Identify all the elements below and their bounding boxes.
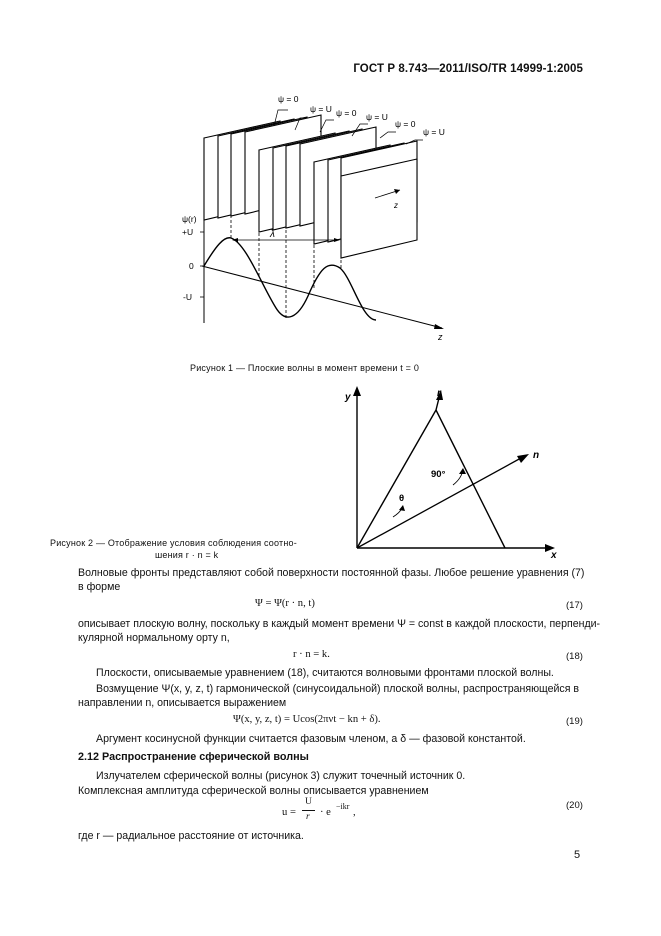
label-psi-u: ψ = U [310, 104, 332, 114]
label-psi-0: ψ = 0 [395, 119, 416, 129]
equation-17-number: (17) [566, 600, 583, 611]
paragraph-8: где r — радиальное расстояние от источника. [78, 830, 304, 842]
wavefront-plane [341, 159, 417, 258]
psi-axis-label: ψ(r) [182, 214, 197, 224]
label-psi-0: ψ = 0 [278, 94, 299, 104]
equation-18-number: (18) [566, 651, 583, 662]
equation-20-exponent: −ikr [336, 802, 350, 811]
equation-20-denominator: r [306, 812, 310, 822]
y-axis-label: y [345, 392, 351, 403]
figure-2-caption-line1: Рисунок 2 — Отображение условия соблюдения соотно- [50, 538, 297, 548]
z-axis [202, 266, 442, 328]
paragraph-1-line1: Волновые фронты представляют собой поверхности постоянной фазы. Любое решение уравнения (7) [78, 567, 585, 579]
equation-19-number: (19) [566, 716, 583, 727]
equation-20-numerator: U [305, 797, 312, 807]
label-psi-u: ψ = U [366, 112, 388, 122]
label-psi-0: ψ = 0 [336, 108, 357, 118]
plus-u-label: +U [182, 227, 194, 237]
paragraph-1-line2: в форме [78, 581, 121, 593]
paragraph-5: Аргумент косинусной функции считается фазовым членом, а δ — фазовой константой. [96, 733, 526, 745]
angle-90-label: 90° [431, 469, 446, 480]
figure-1-plane-waves [170, 88, 460, 350]
equation-20-comma: , [353, 807, 356, 818]
figure-2-caption-line2: шения r · n = k [155, 550, 219, 560]
r-vector-label: r [437, 388, 441, 399]
figure-1-caption: Рисунок 1 — Плоские волны в момент времени t = 0 [190, 363, 420, 373]
fraction-bar [302, 810, 315, 811]
document-code: ГОСТ Р 8.743—2011/ISO/TR 14999-1:2005 [353, 63, 583, 75]
n-vector-label: n [533, 450, 540, 461]
figure-2-diagram [335, 378, 565, 558]
equation-20-lhs: u = [282, 807, 296, 818]
z-arrow-label: z [394, 201, 398, 210]
z-axis-label: z [438, 332, 443, 342]
section-heading-2-12: 2.12 Распространение сферической волны [78, 751, 309, 763]
paragraph-2-line1: описывает плоскую волну, поскольку в каждый момент времени Ψ = const в каждой плоскости, перпенди- [78, 618, 601, 630]
paragraph-4-line2: направлении n, описывается выражением [78, 697, 287, 709]
equation-20-exp-base: · e [320, 807, 331, 818]
page-number: 5 [574, 849, 581, 861]
label-psi-u: ψ = U [423, 127, 445, 137]
paragraph-2-line2: кулярной нормальному орту n, [78, 632, 230, 644]
equation-20-number: (20) [566, 800, 583, 811]
equation-19: Ψ(x, y, z, t) = Ucos(2πνt − kn + δ). [233, 714, 381, 725]
zero-label: 0 [189, 261, 194, 271]
theta-label: θ [399, 493, 405, 504]
minus-u-label: -U [183, 292, 192, 302]
equation-17: Ψ = Ψ(r · n, t) [255, 598, 315, 609]
lambda-label: λ [270, 229, 275, 240]
equation-18: r · n = k. [293, 649, 330, 660]
paragraph-4-line1: Возмущение Ψ(x, y, z, t) гармонической (синусоидальной) плоской волны, распространяющейся в [96, 683, 580, 695]
paragraph-7: Комплексная амплитуда сферической волны описывается уравнением [78, 785, 429, 797]
paragraph-3: Плоскости, описываемые уравнением (18), считаются волновыми фронтами плоской волны. [96, 667, 554, 679]
x-axis-label: x [551, 550, 557, 558]
paragraph-6: Излучателем сферической волны (рисунок 3) служит точечный источник 0. [96, 770, 466, 782]
